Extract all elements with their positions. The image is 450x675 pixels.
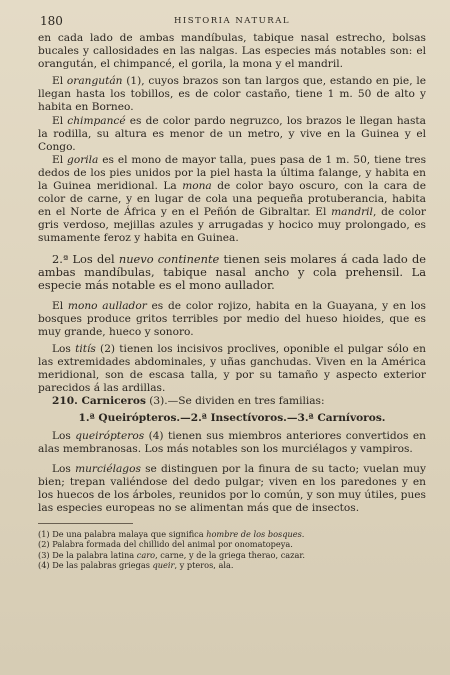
term-queiropteros: queirópteros — [75, 429, 145, 442]
term-mono-aullador: mono aullador — [67, 299, 147, 312]
families-heading: 1.ª Queirópteros.—2.ª Insectívoros.—3.ª Carnívoros. — [78, 412, 386, 425]
footnote-3: (3) De la palabra latina caro, carne, y de la griega therao, cazar. — [38, 549, 305, 560]
term-mandril: mandril — [331, 206, 373, 219]
footnote-2: (2) Palabra formada del chillido del animal por onomatopeya. — [38, 539, 293, 550]
page-number: 180 — [40, 14, 63, 28]
page-header — [38, 10, 426, 32]
footnote-1: (1) De una palabra malaya que significa hombre de los bosques. — [38, 529, 305, 540]
paragraph-queiropteros: Los queirópteros (4) tienen sus miembros anteriores convertidos en alas membranosas. Los más notables son los murciélagos y vampiros. — [38, 429, 426, 455]
paragraph-murcielagos: Los murciélagos se distinguen por la finura de su tacto; vuelan muy bien; trepan valiéndose del dedo pulgar; viven en los paredones y en los huecos de los árboles, reunidos por lo común, y son muy útiles, pues las especies europeas no se alimentan más que de insectos. — [38, 462, 426, 515]
paragraph-chimpance: El chimpancé es de color pardo negruzco, los brazos le llegan hasta la rodilla, su altura es menor de un metro, y vive en la Guinea y el Congo. — [38, 114, 426, 153]
paragraph-titis: Los titís (2) tienen los incisivos proclives, oponible el pulgar sólo en las extremidades abdominales, y uñas ganchudas. Viven en la América meridional, son de escasa talla, y por su tamaño y aspecto exterior parecidos á las ardillas. — [38, 343, 426, 395]
term-orangutan: orangután — [66, 75, 123, 88]
paragraph-continuation: en cada lado de ambas mandíbulas, tabique nasal estrecho, bolsas bucales y callosidades en las nalgas. Las especies más notables son: el orangután, el chimpancé, el gorila, la mona y el mandril. — [38, 32, 426, 71]
paragraph-gorila: El gorila es el mono de mayor talla, pues pasa de 1 m. 50, tiene tres dedos de los pies unidos por la piel hasta la última falange, y habita en la Guinea meridional. La mona de color bayo oscuro, con la cara de color de carne, y en lugar de cola una pequeña protuberancia, habita en el Norte de África y en el Peñón de Gibraltar. El mandril, de color gris verdoso, mejillas azules y arrugadas y hocico muy prolongado, es sumamente feroz y habita en Guinea. — [38, 153, 427, 245]
paragraph-carniceros: 210. Carniceros (3).—Se dividen en tres familias: — [52, 395, 325, 408]
term-titis: titís — [75, 343, 96, 355]
footnotes — [38, 529, 426, 570]
section-number-210: 210. — [52, 395, 78, 408]
footnote-4: (4) De las palabras griegas queir, y pteros, ala. — [38, 559, 234, 570]
paragraph-orangutan: El orangután (1), cuyos brazos son tan largos que, estando en pie, le llegan hasta los tobillos, es de color castaño, tiene 1 m. 50 de alto y habita en Borneo. — [38, 75, 426, 114]
term-murcielagos: murciélagos — [75, 462, 141, 475]
running-head: HISTORIA NATURAL — [174, 16, 290, 26]
paragraph-mono-aullador: El mono aullador es de color rojizo, habita en la Guayana, y en los bosques produce gritos terribles por medio del hueso hioides, que es muy grande, hueco y sonoro. — [38, 299, 426, 338]
term-chimpance: chimpancé — [67, 114, 126, 127]
term-gorila: gorila — [67, 153, 99, 166]
families-list — [38, 412, 426, 425]
section-title-carniceros: Carniceros — [77, 395, 146, 408]
paragraph-nuevo-continente: 2.ª Los del nuevo continente tienen seis molares á cada lado de ambas mandíbulas, tabique nasal ancho y cola prehensil. La especie más notable es el mono aullador. — [38, 251, 426, 293]
term-nuevo-continente: nuevo continente — [118, 251, 220, 266]
term-mona: mona — [182, 180, 212, 193]
